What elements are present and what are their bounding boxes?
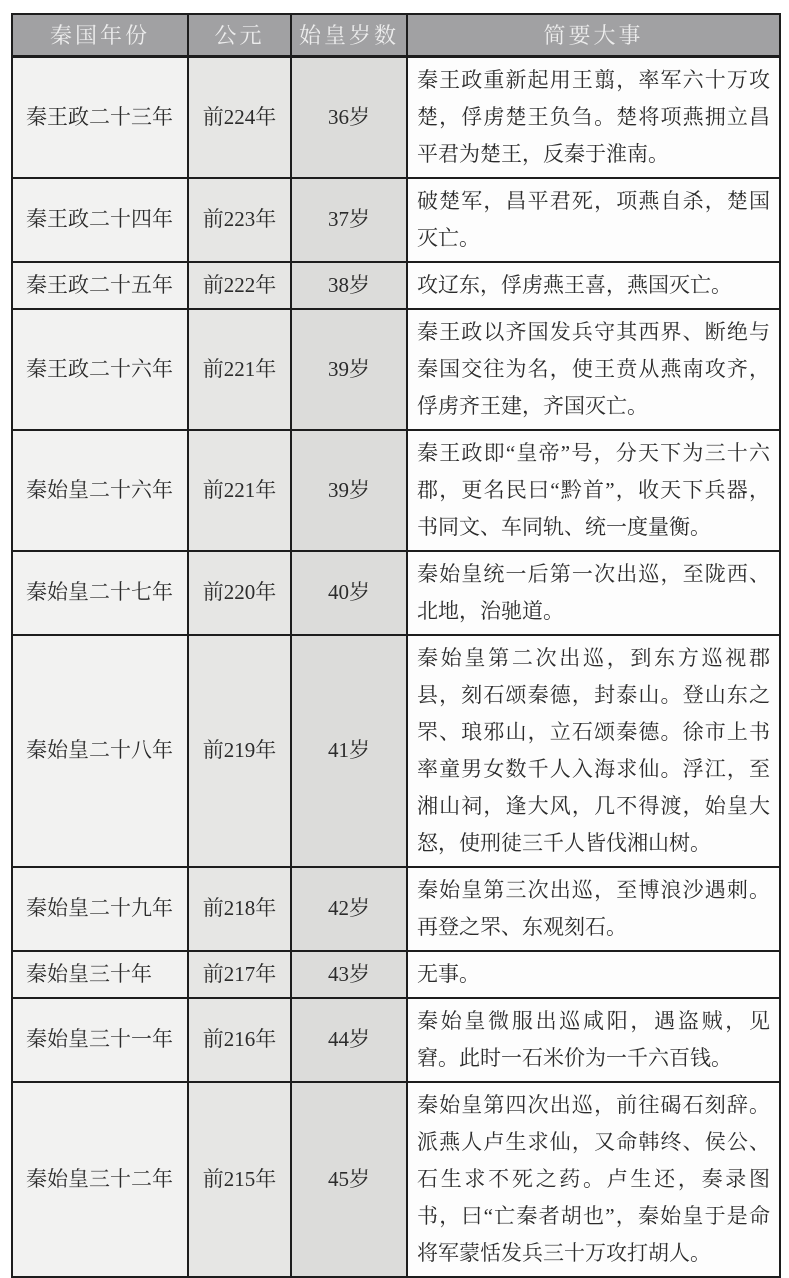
cell-age: 40岁 [291, 551, 407, 635]
cell-ce: 前221年 [188, 430, 291, 551]
cell-events: 破楚军，昌平君死，项燕自杀，楚国灭亡。 [407, 178, 780, 262]
cell-events: 秦始皇统一后第一次出巡，至陇西、北地，治驰道。 [407, 551, 780, 635]
cell-events: 秦始皇第四次出巡，前往碣石刻辞。派燕人卢生求仙，又命韩终、侯公、石生求不死之药。卢生还，奏录图书，曰“亡秦者胡也”，秦始皇于是命将军蒙恬发兵三十万攻打胡人。 [407, 1082, 780, 1277]
cell-events: 秦始皇微服出巡咸阳，遇盗贼，见窘。此时一石米价为一千六百钱。 [407, 998, 780, 1082]
header-row [12, 14, 780, 56]
cell-events: 秦始皇第二次出巡，到东方巡视郡县，刻石颂秦德，封泰山。登山东之罘、琅邪山，立石颂秦德。徐市上书率童男女数千人入海求仙。浮江，至湘山祠，逢大风，几不得渡，始皇大怒，使刑徒三千人皆伐湘山树。 [407, 635, 780, 867]
cell-ce: 前224年 [188, 56, 291, 178]
table-header [12, 14, 780, 56]
table-row [12, 56, 780, 178]
cell-year: 秦始皇二十七年 [12, 551, 188, 635]
cell-ce: 前222年 [188, 262, 291, 309]
cell-ce: 前219年 [188, 635, 291, 867]
cell-ce: 前220年 [188, 551, 291, 635]
cell-age: 36岁 [291, 56, 407, 178]
table-row [12, 262, 780, 309]
table-row [12, 309, 780, 430]
column-header-ce: 公元 [188, 14, 291, 56]
column-header-events: 简要大事 [407, 14, 780, 56]
cell-year: 秦始皇二十六年 [12, 430, 188, 551]
cell-year: 秦始皇三十二年 [12, 1082, 188, 1277]
cell-age: 37岁 [291, 178, 407, 262]
cell-ce: 前218年 [188, 867, 291, 951]
column-header-age: 始皇岁数 [291, 14, 407, 56]
cell-events: 攻辽东，俘虏燕王喜，燕国灭亡。 [407, 262, 780, 309]
cell-events: 无事。 [407, 951, 780, 998]
table-row [12, 1082, 780, 1277]
cell-year: 秦始皇三十一年 [12, 998, 188, 1082]
cell-ce: 前216年 [188, 998, 291, 1082]
table-row [12, 951, 780, 998]
cell-events: 秦王政即“皇帝”号，分天下为三十六郡，更名民曰“黔首”，收天下兵器，书同文、车同轨、统一度量衡。 [407, 430, 780, 551]
table-row [12, 635, 780, 867]
cell-year: 秦王政二十六年 [12, 309, 188, 430]
cell-events: 秦始皇第三次出巡，至博浪沙遇刺。再登之罘、东观刻石。 [407, 867, 780, 951]
cell-age: 39岁 [291, 430, 407, 551]
table-row [12, 551, 780, 635]
table-row [12, 867, 780, 951]
table-row [12, 430, 780, 551]
column-header-year: 秦国年份 [12, 14, 188, 56]
cell-ce: 前223年 [188, 178, 291, 262]
cell-ce: 前215年 [188, 1082, 291, 1277]
cell-year: 秦始皇三十年 [12, 951, 188, 998]
cell-events: 秦王政以齐国发兵守其西界、断绝与秦国交往为名，使王贲从燕南攻齐，俘虏齐王建，齐国灭亡。 [407, 309, 780, 430]
cell-year: 秦始皇二十九年 [12, 867, 188, 951]
cell-age: 38岁 [291, 262, 407, 309]
cell-age: 43岁 [291, 951, 407, 998]
cell-ce: 前221年 [188, 309, 291, 430]
table-row [12, 998, 780, 1082]
cell-year: 秦王政二十三年 [12, 56, 188, 178]
table-row [12, 178, 780, 262]
cell-year: 秦王政二十四年 [12, 178, 188, 262]
cell-events: 秦王政重新起用王翦，率军六十万攻楚，俘虏楚王负刍。楚将项燕拥立昌平君为楚王，反秦于淮南。 [407, 56, 780, 178]
cell-year: 秦始皇二十八年 [12, 635, 188, 867]
table-body [12, 56, 780, 1277]
cell-age: 44岁 [291, 998, 407, 1082]
cell-age: 45岁 [291, 1082, 407, 1277]
qin-chronology-table [11, 13, 781, 1278]
cell-age: 39岁 [291, 309, 407, 430]
cell-ce: 前217年 [188, 951, 291, 998]
cell-year: 秦王政二十五年 [12, 262, 188, 309]
cell-age: 41岁 [291, 635, 407, 867]
cell-age: 42岁 [291, 867, 407, 951]
